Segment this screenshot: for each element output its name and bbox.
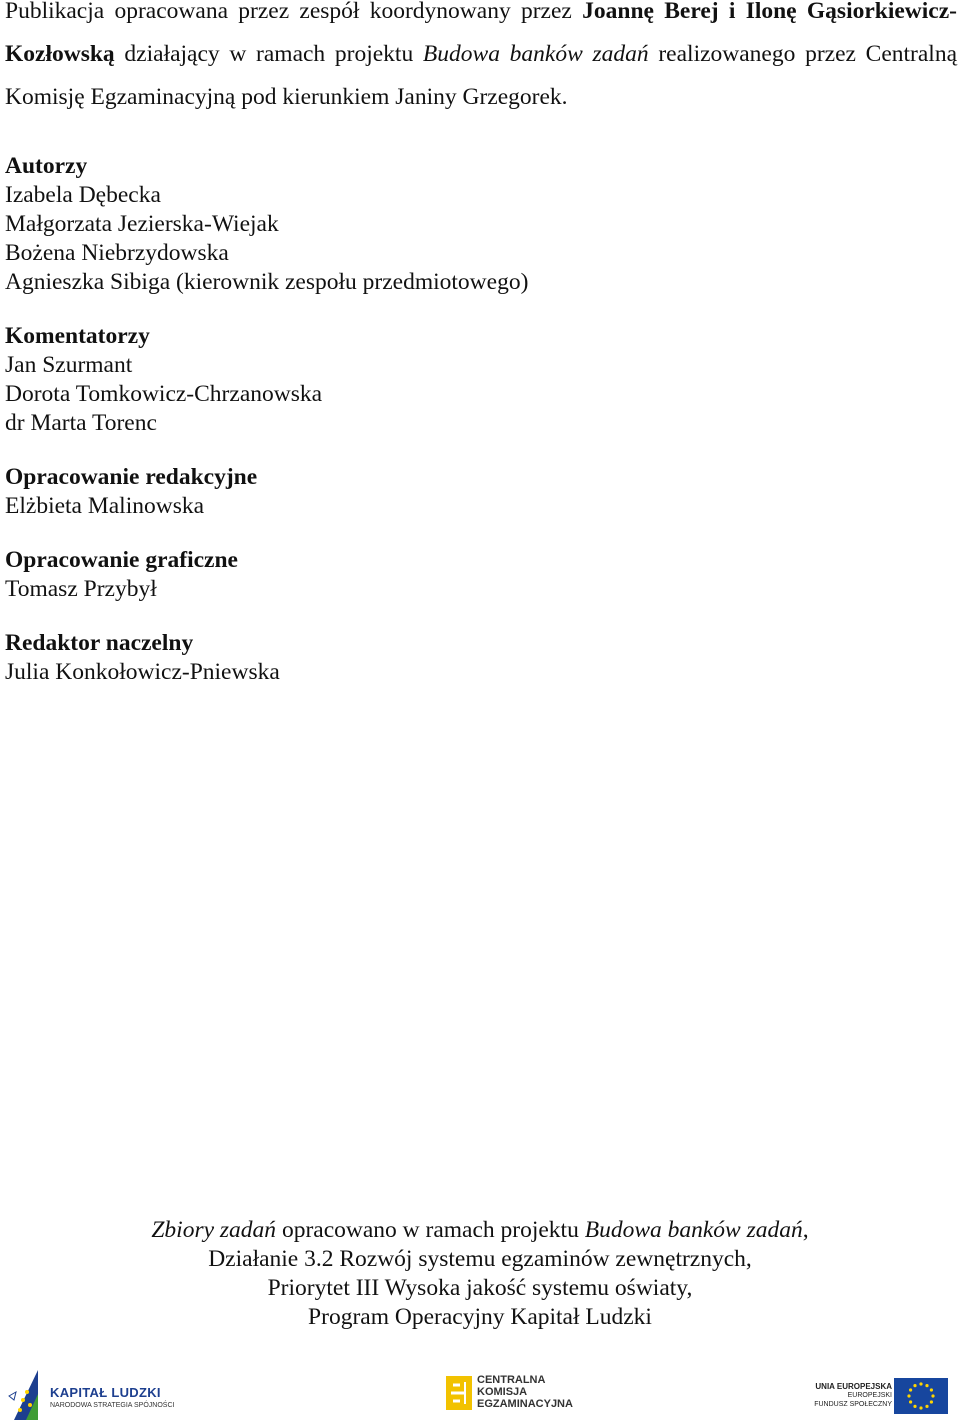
project-name: Budowa banków zadań: [422, 41, 649, 67]
person: dr Marta Torenc: [5, 410, 157, 436]
person: Tomasz Przybył: [5, 576, 157, 602]
funding-line-2: Działanie 3.2 Rozwój systemu egzaminów zewnętrznych,: [208, 1246, 752, 1272]
kapital-ludzki-subtitle: NARODOWA STRATEGIA SPÓJNOŚCI: [50, 1402, 175, 1409]
section-redaktor-naczelny: [5, 629, 280, 687]
cke-line-3: EGZAMINACYJNA: [477, 1398, 573, 1410]
intro-paragraph: [5, 0, 957, 119]
section-heading: Redaktor naczelny: [5, 630, 194, 656]
person: Julia Konkołowicz-Pniewska: [5, 659, 280, 685]
funding-text: opracowano w ramach projektu: [276, 1217, 585, 1243]
funding-line-4: Program Operacyjny Kapitał Ludzki: [308, 1304, 652, 1330]
coordinators: Joannę Berej i Ilonę Gąsiorkiewicz-Kozłowską: [5, 0, 957, 67]
cke-logo: [446, 1374, 596, 1414]
funding-note: [0, 1216, 960, 1332]
eu-flag-icon: [894, 1378, 948, 1414]
project-title: Budowa banków zadań: [584, 1217, 803, 1243]
person: Małgorzata Jezierska-Wiejak: [5, 211, 279, 237]
cke-line-2: KOMISJA: [477, 1386, 528, 1398]
cke-line-1: CENTRALNA: [477, 1374, 546, 1386]
collection-title: Zbiory zadań: [151, 1217, 277, 1243]
section-komentatorzy: [5, 322, 322, 438]
eu-line-3: FUNDUSZ SPOŁECZNY: [814, 1401, 892, 1408]
kapital-ludzki-title: KAPITAŁ LUDZKI: [50, 1385, 161, 1400]
section-heading: Autorzy: [5, 153, 88, 179]
section-heading: Opracowanie redakcyjne: [5, 464, 258, 490]
funding-line-1: [0, 1216, 960, 1245]
kapital-ludzki-emblem-icon: [8, 1368, 48, 1422]
section-heading: Komentatorzy: [5, 323, 150, 349]
section-autorzy: [5, 152, 528, 297]
person: Izabela Dębecka: [5, 182, 161, 208]
section-heading: Opracowanie graficzne: [5, 547, 238, 573]
person: Dorota Tomkowicz-Chrzanowska: [5, 381, 323, 407]
person: Bożena Niebrzydowska: [5, 240, 229, 266]
intro-text-3: realizowanego przez Centralną Komisję Egzaminacyjną pod kierunkiem Janiny Grzegorek.: [5, 41, 958, 110]
intro-text-1: Publikacja opracowana przez zespół koordynowany przez: [5, 0, 583, 24]
eu-line-1: UNIA EUROPEJSKA: [815, 1382, 892, 1391]
funding-line-3: Priorytet III Wysoka jakość systemu oświaty,: [267, 1275, 693, 1301]
kapital-ludzki-logo: [6, 1368, 176, 1424]
cke-emblem-icon: [446, 1376, 472, 1410]
punctuation: ,: [802, 1217, 809, 1243]
section-opracowanie-graficzne: [5, 546, 238, 604]
person: Elżbieta Malinowska: [5, 493, 205, 519]
eu-line-2: EUROPEJSKI: [847, 1392, 892, 1399]
section-opracowanie-redakcyjne: [5, 463, 257, 521]
intro-text-2: działający w ramach projektu: [114, 41, 423, 67]
person: Jan Szurmant: [5, 352, 133, 378]
eu-logo: [810, 1376, 956, 1416]
person: Agnieszka Sibiga (kierownik zespołu przedmiotowego): [5, 269, 529, 295]
